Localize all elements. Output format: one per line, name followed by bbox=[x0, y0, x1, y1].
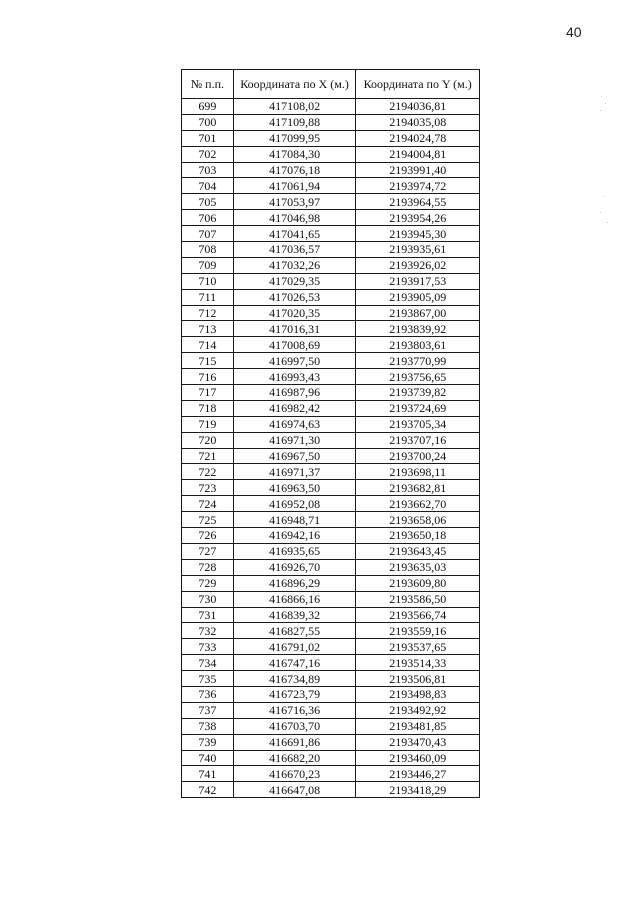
cell-coordinate-y: 2193643,45 bbox=[356, 543, 480, 559]
cell-point-number: 699 bbox=[182, 99, 234, 115]
cell-coordinate-x: 417046,98 bbox=[233, 210, 356, 226]
table-row bbox=[182, 734, 480, 750]
table-header-row bbox=[182, 70, 480, 99]
table-row bbox=[182, 194, 480, 210]
cell-point-number: 704 bbox=[182, 178, 234, 194]
cell-point-number: 731 bbox=[182, 607, 234, 623]
cell-coordinate-y: 2193839,92 bbox=[356, 321, 480, 337]
table-row bbox=[182, 512, 480, 528]
cell-coordinate-y: 2193974,72 bbox=[356, 178, 480, 194]
cell-coordinate-x: 417041,65 bbox=[233, 226, 356, 242]
cell-point-number: 733 bbox=[182, 639, 234, 655]
cell-coordinate-x: 417016,31 bbox=[233, 321, 356, 337]
cell-coordinate-y: 2193537,65 bbox=[356, 639, 480, 655]
cell-coordinate-x: 416942,16 bbox=[233, 528, 356, 544]
cell-coordinate-y: 2193803,61 bbox=[356, 337, 480, 353]
cell-point-number: 714 bbox=[182, 337, 234, 353]
table-row bbox=[182, 607, 480, 623]
cell-coordinate-x: 416691,86 bbox=[233, 734, 356, 750]
cell-coordinate-x: 416670,23 bbox=[233, 766, 356, 782]
header-point-number: № п.п. bbox=[182, 70, 234, 99]
cell-coordinate-x: 417108,02 bbox=[233, 99, 356, 115]
cell-coordinate-y: 2193658,06 bbox=[356, 512, 480, 528]
cell-coordinate-x: 417076,18 bbox=[233, 162, 356, 178]
cell-point-number: 737 bbox=[182, 702, 234, 718]
cell-coordinate-y: 2193682,81 bbox=[356, 480, 480, 496]
table-row bbox=[182, 591, 480, 607]
header-coordinate-x: Координата по X (м.) bbox=[233, 70, 356, 99]
cell-coordinate-x: 416997,50 bbox=[233, 353, 356, 369]
scan-speck bbox=[600, 212, 601, 213]
cell-coordinate-x: 417084,30 bbox=[233, 146, 356, 162]
cell-point-number: 716 bbox=[182, 369, 234, 385]
table-row bbox=[182, 655, 480, 671]
cell-coordinate-y: 2193905,09 bbox=[356, 289, 480, 305]
cell-coordinate-x: 416723,79 bbox=[233, 686, 356, 702]
cell-coordinate-y: 2193566,74 bbox=[356, 607, 480, 623]
table-row bbox=[182, 321, 480, 337]
table-row bbox=[182, 464, 480, 480]
table-row bbox=[182, 702, 480, 718]
table-row bbox=[182, 257, 480, 273]
cell-coordinate-x: 416952,08 bbox=[233, 496, 356, 512]
table-row bbox=[182, 623, 480, 639]
cell-coordinate-y: 2193705,34 bbox=[356, 416, 480, 432]
cell-point-number: 708 bbox=[182, 242, 234, 258]
cell-coordinate-y: 2193635,03 bbox=[356, 559, 480, 575]
cell-coordinate-y: 2193698,11 bbox=[356, 464, 480, 480]
cell-coordinate-x: 416963,50 bbox=[233, 480, 356, 496]
scan-speck bbox=[607, 222, 608, 223]
cell-coordinate-y: 2193707,16 bbox=[356, 432, 480, 448]
cell-coordinate-y: 2193926,02 bbox=[356, 257, 480, 273]
table-row bbox=[182, 353, 480, 369]
table-row bbox=[182, 480, 480, 496]
cell-point-number: 722 bbox=[182, 464, 234, 480]
cell-coordinate-y: 2193586,50 bbox=[356, 591, 480, 607]
cell-coordinate-y: 2193770,99 bbox=[356, 353, 480, 369]
cell-point-number: 742 bbox=[182, 782, 234, 798]
table-row bbox=[182, 432, 480, 448]
table-row bbox=[182, 305, 480, 321]
cell-coordinate-x: 416967,50 bbox=[233, 448, 356, 464]
table-row bbox=[182, 146, 480, 162]
cell-coordinate-y: 2193739,82 bbox=[356, 385, 480, 401]
table-row bbox=[182, 559, 480, 575]
cell-point-number: 706 bbox=[182, 210, 234, 226]
cell-coordinate-y: 2193446,27 bbox=[356, 766, 480, 782]
scan-speck bbox=[605, 103, 606, 104]
cell-coordinate-y: 2193418,29 bbox=[356, 782, 480, 798]
cell-coordinate-y: 2193650,18 bbox=[356, 528, 480, 544]
cell-point-number: 741 bbox=[182, 766, 234, 782]
cell-point-number: 707 bbox=[182, 226, 234, 242]
cell-point-number: 703 bbox=[182, 162, 234, 178]
cell-coordinate-y: 2193460,09 bbox=[356, 750, 480, 766]
cell-coordinate-y: 2193470,43 bbox=[356, 734, 480, 750]
cell-coordinate-x: 416982,42 bbox=[233, 400, 356, 416]
cell-coordinate-x: 417061,94 bbox=[233, 178, 356, 194]
cell-point-number: 701 bbox=[182, 130, 234, 146]
cell-coordinate-x: 416896,29 bbox=[233, 575, 356, 591]
table-row bbox=[182, 178, 480, 194]
cell-coordinate-x: 416971,30 bbox=[233, 432, 356, 448]
scan-speck bbox=[604, 196, 605, 197]
cell-coordinate-y: 2194036,81 bbox=[356, 99, 480, 115]
cell-coordinate-y: 2193917,53 bbox=[356, 273, 480, 289]
cell-coordinate-x: 416734,89 bbox=[233, 671, 356, 687]
table-row bbox=[182, 575, 480, 591]
cell-point-number: 721 bbox=[182, 448, 234, 464]
cell-coordinate-x: 416682,20 bbox=[233, 750, 356, 766]
table-row bbox=[182, 273, 480, 289]
cell-coordinate-y: 2193559,16 bbox=[356, 623, 480, 639]
cell-point-number: 736 bbox=[182, 686, 234, 702]
cell-point-number: 710 bbox=[182, 273, 234, 289]
cell-coordinate-x: 417032,26 bbox=[233, 257, 356, 273]
cell-point-number: 724 bbox=[182, 496, 234, 512]
cell-coordinate-x: 417008,69 bbox=[233, 337, 356, 353]
cell-coordinate-y: 2193514,33 bbox=[356, 655, 480, 671]
cell-coordinate-y: 2193481,85 bbox=[356, 718, 480, 734]
cell-coordinate-x: 417020,35 bbox=[233, 305, 356, 321]
cell-point-number: 728 bbox=[182, 559, 234, 575]
table-row bbox=[182, 400, 480, 416]
cell-coordinate-y: 2193954,26 bbox=[356, 210, 480, 226]
cell-point-number: 702 bbox=[182, 146, 234, 162]
table-row bbox=[182, 114, 480, 130]
cell-coordinate-x: 416948,71 bbox=[233, 512, 356, 528]
table-row bbox=[182, 718, 480, 734]
table-row bbox=[182, 686, 480, 702]
table-row bbox=[182, 385, 480, 401]
cell-point-number: 738 bbox=[182, 718, 234, 734]
cell-coordinate-y: 2193492,92 bbox=[356, 702, 480, 718]
table-row bbox=[182, 671, 480, 687]
cell-point-number: 732 bbox=[182, 623, 234, 639]
table-row bbox=[182, 782, 480, 798]
table-row bbox=[182, 337, 480, 353]
cell-coordinate-x: 416866,16 bbox=[233, 591, 356, 607]
cell-coordinate-y: 2193945,30 bbox=[356, 226, 480, 242]
table-row bbox=[182, 226, 480, 242]
cell-point-number: 729 bbox=[182, 575, 234, 591]
cell-coordinate-x: 416993,43 bbox=[233, 369, 356, 385]
cell-coordinate-y: 2193867,00 bbox=[356, 305, 480, 321]
header-coordinate-y: Координата по Y (м.) bbox=[356, 70, 480, 99]
cell-coordinate-y: 2193609,80 bbox=[356, 575, 480, 591]
cell-coordinate-y: 2193662,70 bbox=[356, 496, 480, 512]
cell-coordinate-y: 2193724,69 bbox=[356, 400, 480, 416]
cell-coordinate-x: 416747,16 bbox=[233, 655, 356, 671]
cell-coordinate-x: 416647,08 bbox=[233, 782, 356, 798]
cell-point-number: 727 bbox=[182, 543, 234, 559]
cell-coordinate-x: 417029,35 bbox=[233, 273, 356, 289]
scan-speck bbox=[600, 110, 601, 111]
table-row bbox=[182, 543, 480, 559]
table-row bbox=[182, 130, 480, 146]
cell-coordinate-x: 416974,63 bbox=[233, 416, 356, 432]
table-row bbox=[182, 750, 480, 766]
cell-point-number: 718 bbox=[182, 400, 234, 416]
cell-coordinate-y: 2194035,08 bbox=[356, 114, 480, 130]
cell-coordinate-x: 416703,70 bbox=[233, 718, 356, 734]
cell-coordinate-y: 2193964,55 bbox=[356, 194, 480, 210]
cell-coordinate-x: 416791,02 bbox=[233, 639, 356, 655]
cell-point-number: 717 bbox=[182, 385, 234, 401]
cell-coordinate-x: 416827,55 bbox=[233, 623, 356, 639]
cell-point-number: 723 bbox=[182, 480, 234, 496]
cell-coordinate-x: 417036,57 bbox=[233, 242, 356, 258]
page-number: 40 bbox=[566, 24, 582, 40]
cell-coordinate-x: 417099,95 bbox=[233, 130, 356, 146]
cell-point-number: 711 bbox=[182, 289, 234, 305]
table-row bbox=[182, 242, 480, 258]
coordinates-table bbox=[181, 69, 480, 798]
cell-point-number: 712 bbox=[182, 305, 234, 321]
cell-coordinate-y: 2193506,81 bbox=[356, 671, 480, 687]
cell-coordinate-y: 2193991,40 bbox=[356, 162, 480, 178]
cell-coordinate-x: 417053,97 bbox=[233, 194, 356, 210]
cell-point-number: 735 bbox=[182, 671, 234, 687]
cell-point-number: 740 bbox=[182, 750, 234, 766]
cell-point-number: 726 bbox=[182, 528, 234, 544]
cell-coordinate-x: 416716,36 bbox=[233, 702, 356, 718]
cell-point-number: 720 bbox=[182, 432, 234, 448]
cell-coordinate-x: 417026,53 bbox=[233, 289, 356, 305]
cell-coordinate-y: 2193756,65 bbox=[356, 369, 480, 385]
cell-coordinate-x: 416935,65 bbox=[233, 543, 356, 559]
table-row bbox=[182, 766, 480, 782]
cell-point-number: 719 bbox=[182, 416, 234, 432]
table-row bbox=[182, 448, 480, 464]
cell-coordinate-x: 416926,70 bbox=[233, 559, 356, 575]
cell-point-number: 700 bbox=[182, 114, 234, 130]
scan-speck bbox=[601, 96, 602, 97]
table-row bbox=[182, 99, 480, 115]
cell-point-number: 713 bbox=[182, 321, 234, 337]
table-row bbox=[182, 162, 480, 178]
cell-coordinate-y: 2193498,83 bbox=[356, 686, 480, 702]
cell-point-number: 709 bbox=[182, 257, 234, 273]
table-row bbox=[182, 496, 480, 512]
cell-coordinate-y: 2193935,61 bbox=[356, 242, 480, 258]
cell-point-number: 734 bbox=[182, 655, 234, 671]
cell-coordinate-x: 417109,88 bbox=[233, 114, 356, 130]
table-row bbox=[182, 210, 480, 226]
cell-point-number: 725 bbox=[182, 512, 234, 528]
cell-coordinate-x: 416971,37 bbox=[233, 464, 356, 480]
cell-coordinate-x: 416987,96 bbox=[233, 385, 356, 401]
cell-coordinate-y: 2194024,78 bbox=[356, 130, 480, 146]
cell-coordinate-y: 2194004,81 bbox=[356, 146, 480, 162]
cell-coordinate-x: 416839,32 bbox=[233, 607, 356, 623]
table-row bbox=[182, 639, 480, 655]
table-row bbox=[182, 528, 480, 544]
cell-point-number: 739 bbox=[182, 734, 234, 750]
table-row bbox=[182, 416, 480, 432]
cell-point-number: 715 bbox=[182, 353, 234, 369]
table-row bbox=[182, 369, 480, 385]
cell-point-number: 730 bbox=[182, 591, 234, 607]
cell-coordinate-y: 2193700,24 bbox=[356, 448, 480, 464]
table-row bbox=[182, 289, 480, 305]
cell-point-number: 705 bbox=[182, 194, 234, 210]
